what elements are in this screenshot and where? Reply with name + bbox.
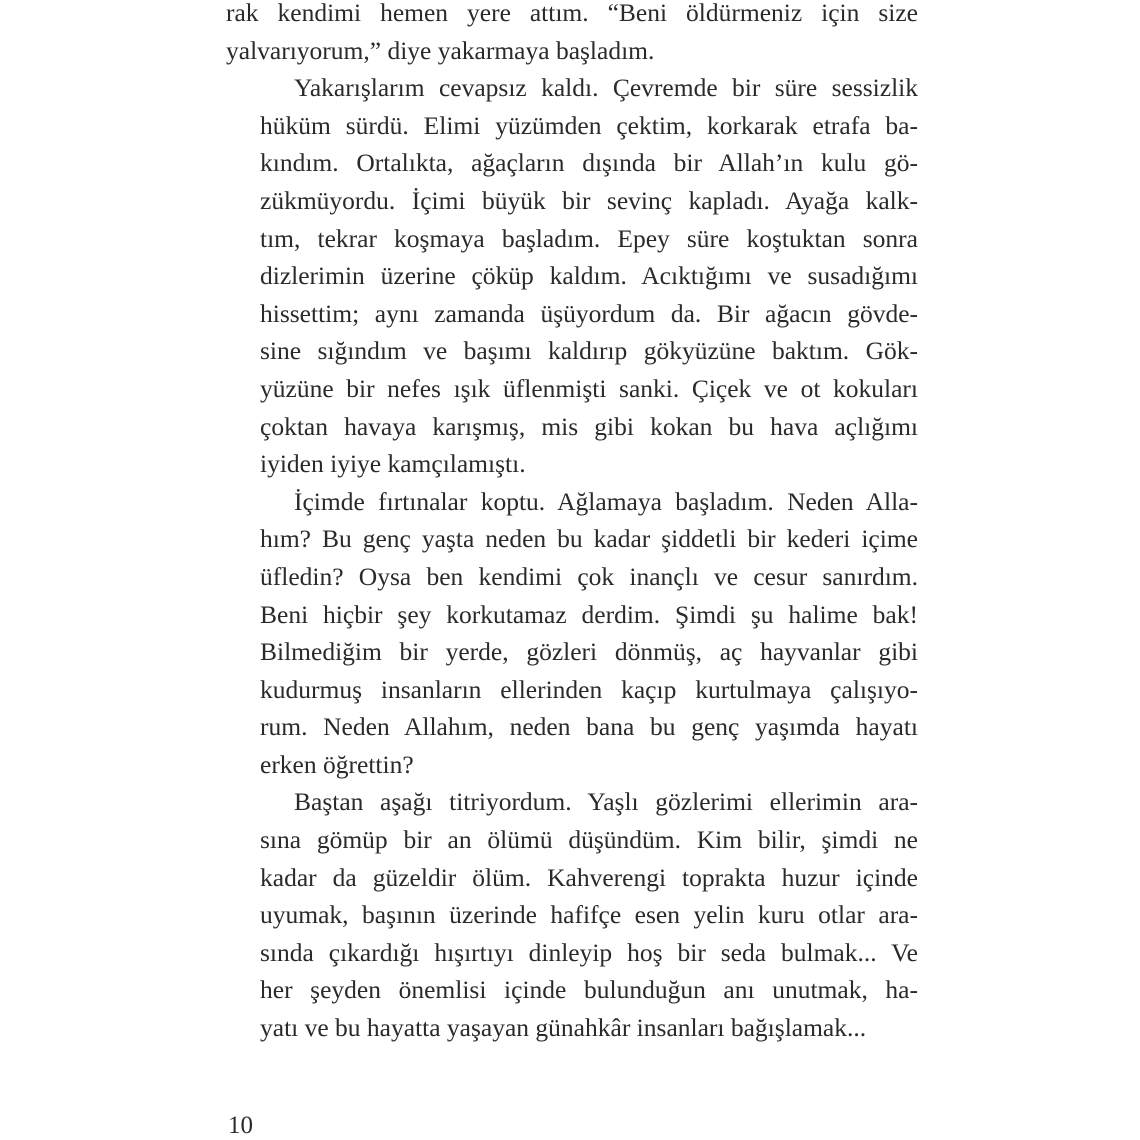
text-line: sına gömüp bir an ölümü düşündüm. Kim bilir, şimdi ne xyxy=(260,825,918,855)
text-line: zükmüyordu. İçimi büyük bir sevinç kapladı. Ayağa kalk- xyxy=(260,185,918,215)
text-line: çoktan havaya karışmış, mis gibi kokan bu hava açlığımı xyxy=(260,411,918,441)
text-line: uyumak, başının üzerinde hafifçe esen yelin kuru otlar ara- xyxy=(260,900,918,930)
text-line: erken öğrettin? xyxy=(260,749,414,779)
paragraph xyxy=(226,483,918,784)
text-line: kındım. Ortalıkta, ağaçların dışında bir Allah’ın kulu gö- xyxy=(260,148,918,178)
paragraph xyxy=(226,783,918,1046)
text-line: yalvarıyorum,” diye yakarmaya başladım. xyxy=(226,35,655,65)
text-line: her şeyden önemlisi içinde bulunduğun anı unutmak, ha- xyxy=(260,975,918,1005)
text-line: üfledin? Oysa ben kendimi çok inançlı ve cesur sanırdım. xyxy=(260,561,918,591)
paragraph xyxy=(226,0,918,69)
text-line: Yakarışlarım cevapsız kaldı. Çevremde bir süre sessizlik xyxy=(294,73,918,103)
paragraph xyxy=(226,69,918,483)
text-line: Bilmediğim bir yerde, gözleri dönmüş, aç hayvanlar gibi xyxy=(260,637,918,667)
text-line: İçimde fırtınalar koptu. Ağlamaya başladım. Neden Alla- xyxy=(294,486,918,516)
text-line: yatı ve bu hayatta yaşayan günahkâr insanları bağışlamak... xyxy=(260,1013,867,1043)
text-line: iyiden iyiye kamçılamıştı. xyxy=(260,449,526,479)
text-line: rak kendimi hemen yere attım. “Beni öldürmeniz için size xyxy=(226,0,918,27)
text-line: dizlerimin üzerine çöküp kaldım. Acıktığımı ve susadığımı xyxy=(260,261,918,291)
text-line: Beni hiçbir şey korkutamaz derdim. Şimdi şu halime bak! xyxy=(260,599,918,629)
page-number: 10 xyxy=(228,1112,253,1139)
text-line: sında çıkardığı hışırtıyı dinleyip hoş bir seda bulmak... Ve xyxy=(260,937,918,967)
text-line: yüzüne bir nefes ışık üflenmişti sanki. Çiçek ve ot kokuları xyxy=(260,373,918,403)
book-page-text xyxy=(226,0,918,1047)
text-line: kudurmuş insanların ellerinden kaçıp kurtulmaya çalışıyo- xyxy=(260,674,918,704)
text-line: rum. Neden Allahım, neden bana bu genç yaşımda hayatı xyxy=(260,712,918,742)
text-line: hissettim; aynı zamanda üşüyordum da. Bir ağacın gövde- xyxy=(260,298,918,328)
text-line: hım? Bu genç yaşta neden bu kadar şiddetli bir kederi içime xyxy=(260,524,918,554)
text-line: kadar da güzeldir ölüm. Kahverengi toprakta huzur içinde xyxy=(260,862,918,892)
text-line: Baştan aşağı titriyordum. Yaşlı gözlerimi ellerimin ara- xyxy=(294,787,918,817)
text-line: tım, tekrar koşmaya başladım. Epey süre koştuktan sonra xyxy=(260,223,918,253)
text-line: hüküm sürdü. Elimi yüzümden çektim, korkarak etrafa ba- xyxy=(260,110,918,140)
text-line: sine sığındım ve başımı kaldırıp gökyüzüne baktım. Gök- xyxy=(260,336,918,366)
